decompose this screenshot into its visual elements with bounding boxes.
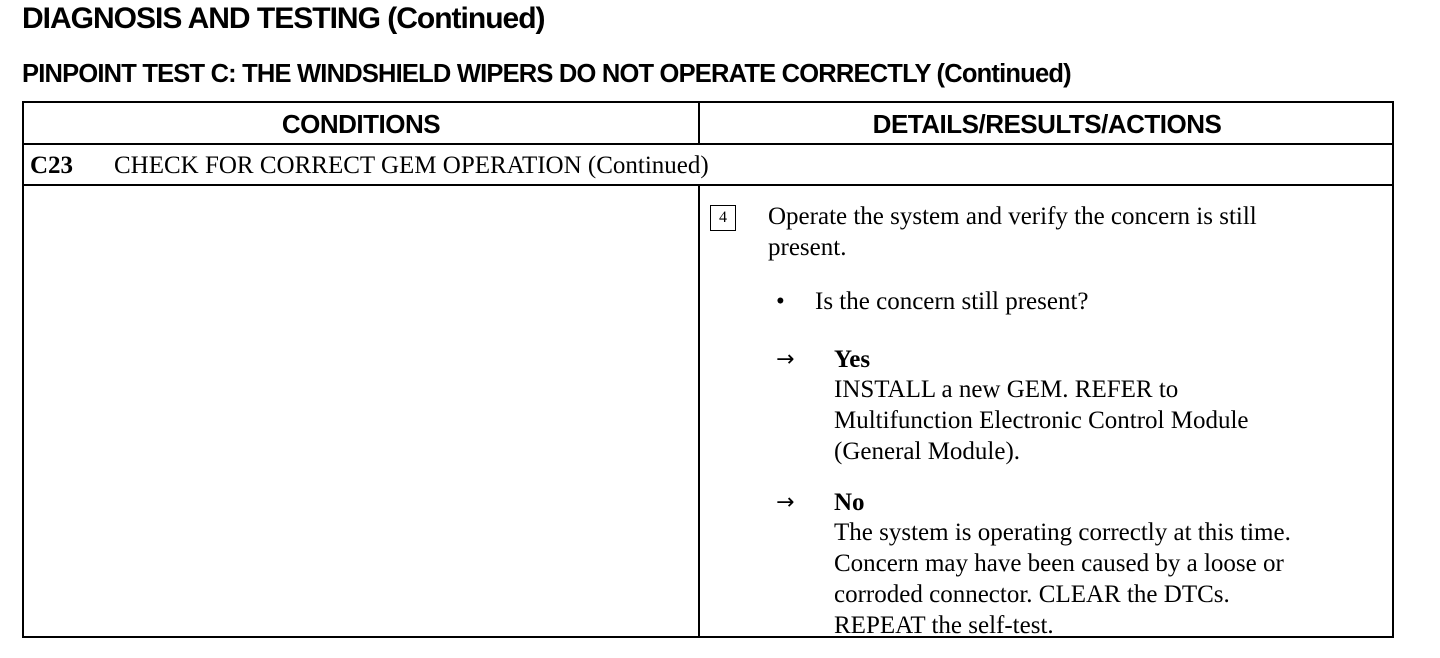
step-id: C23: [30, 152, 74, 179]
result-no-line: The system is operating correctly at this time.: [834, 519, 1291, 546]
details-column-header: DETAILS/RESULTS/ACTIONS: [872, 108, 1222, 139]
substep-instruction-line: present.: [768, 234, 847, 261]
result-no-label: No: [834, 489, 865, 516]
conditions-column-header: CONDITIONS: [281, 108, 441, 139]
conditions-cell: [24, 186, 698, 636]
arrow-right-icon: →: [776, 490, 795, 515]
result-no-line: Concern may have been caused by a loose or: [834, 550, 1284, 577]
bullet-icon: •: [776, 288, 785, 315]
result-yes-label: Yes: [834, 346, 871, 373]
arrow-right-icon: →: [776, 347, 795, 372]
substep-instruction-line: Operate the system and verify the concern is still: [768, 203, 1257, 230]
result-yes-line: Multifunction Electronic Control Module: [834, 407, 1249, 434]
step-title: CHECK FOR CORRECT GEM OPERATION (Continued): [114, 152, 709, 179]
substep-number-box: 4: [710, 205, 736, 231]
result-yes-line: (General Module).: [834, 438, 1021, 465]
substep-instruction: [768, 201, 1257, 263]
result-no-line: REPEAT the self-test.: [834, 612, 1054, 639]
result-no-line: corroded connector. CLEAR the DTCs.: [834, 581, 1230, 608]
pinpoint-test-table: [22, 101, 1394, 638]
body-column-divider: [698, 185, 700, 636]
test-title: PINPOINT TEST C: THE WINDSHIELD WIPERS DO NOT OPERATE CORRECTLY (Continued): [22, 60, 1071, 88]
substep-question: Is the concern still present?: [815, 288, 1089, 315]
result-no-text: [834, 517, 1291, 641]
result-yes-line: INSTALL a new GEM. REFER to: [834, 376, 1179, 403]
result-yes-text: [834, 374, 1249, 467]
page-title: DIAGNOSIS AND TESTING (Continued): [22, 2, 545, 35]
